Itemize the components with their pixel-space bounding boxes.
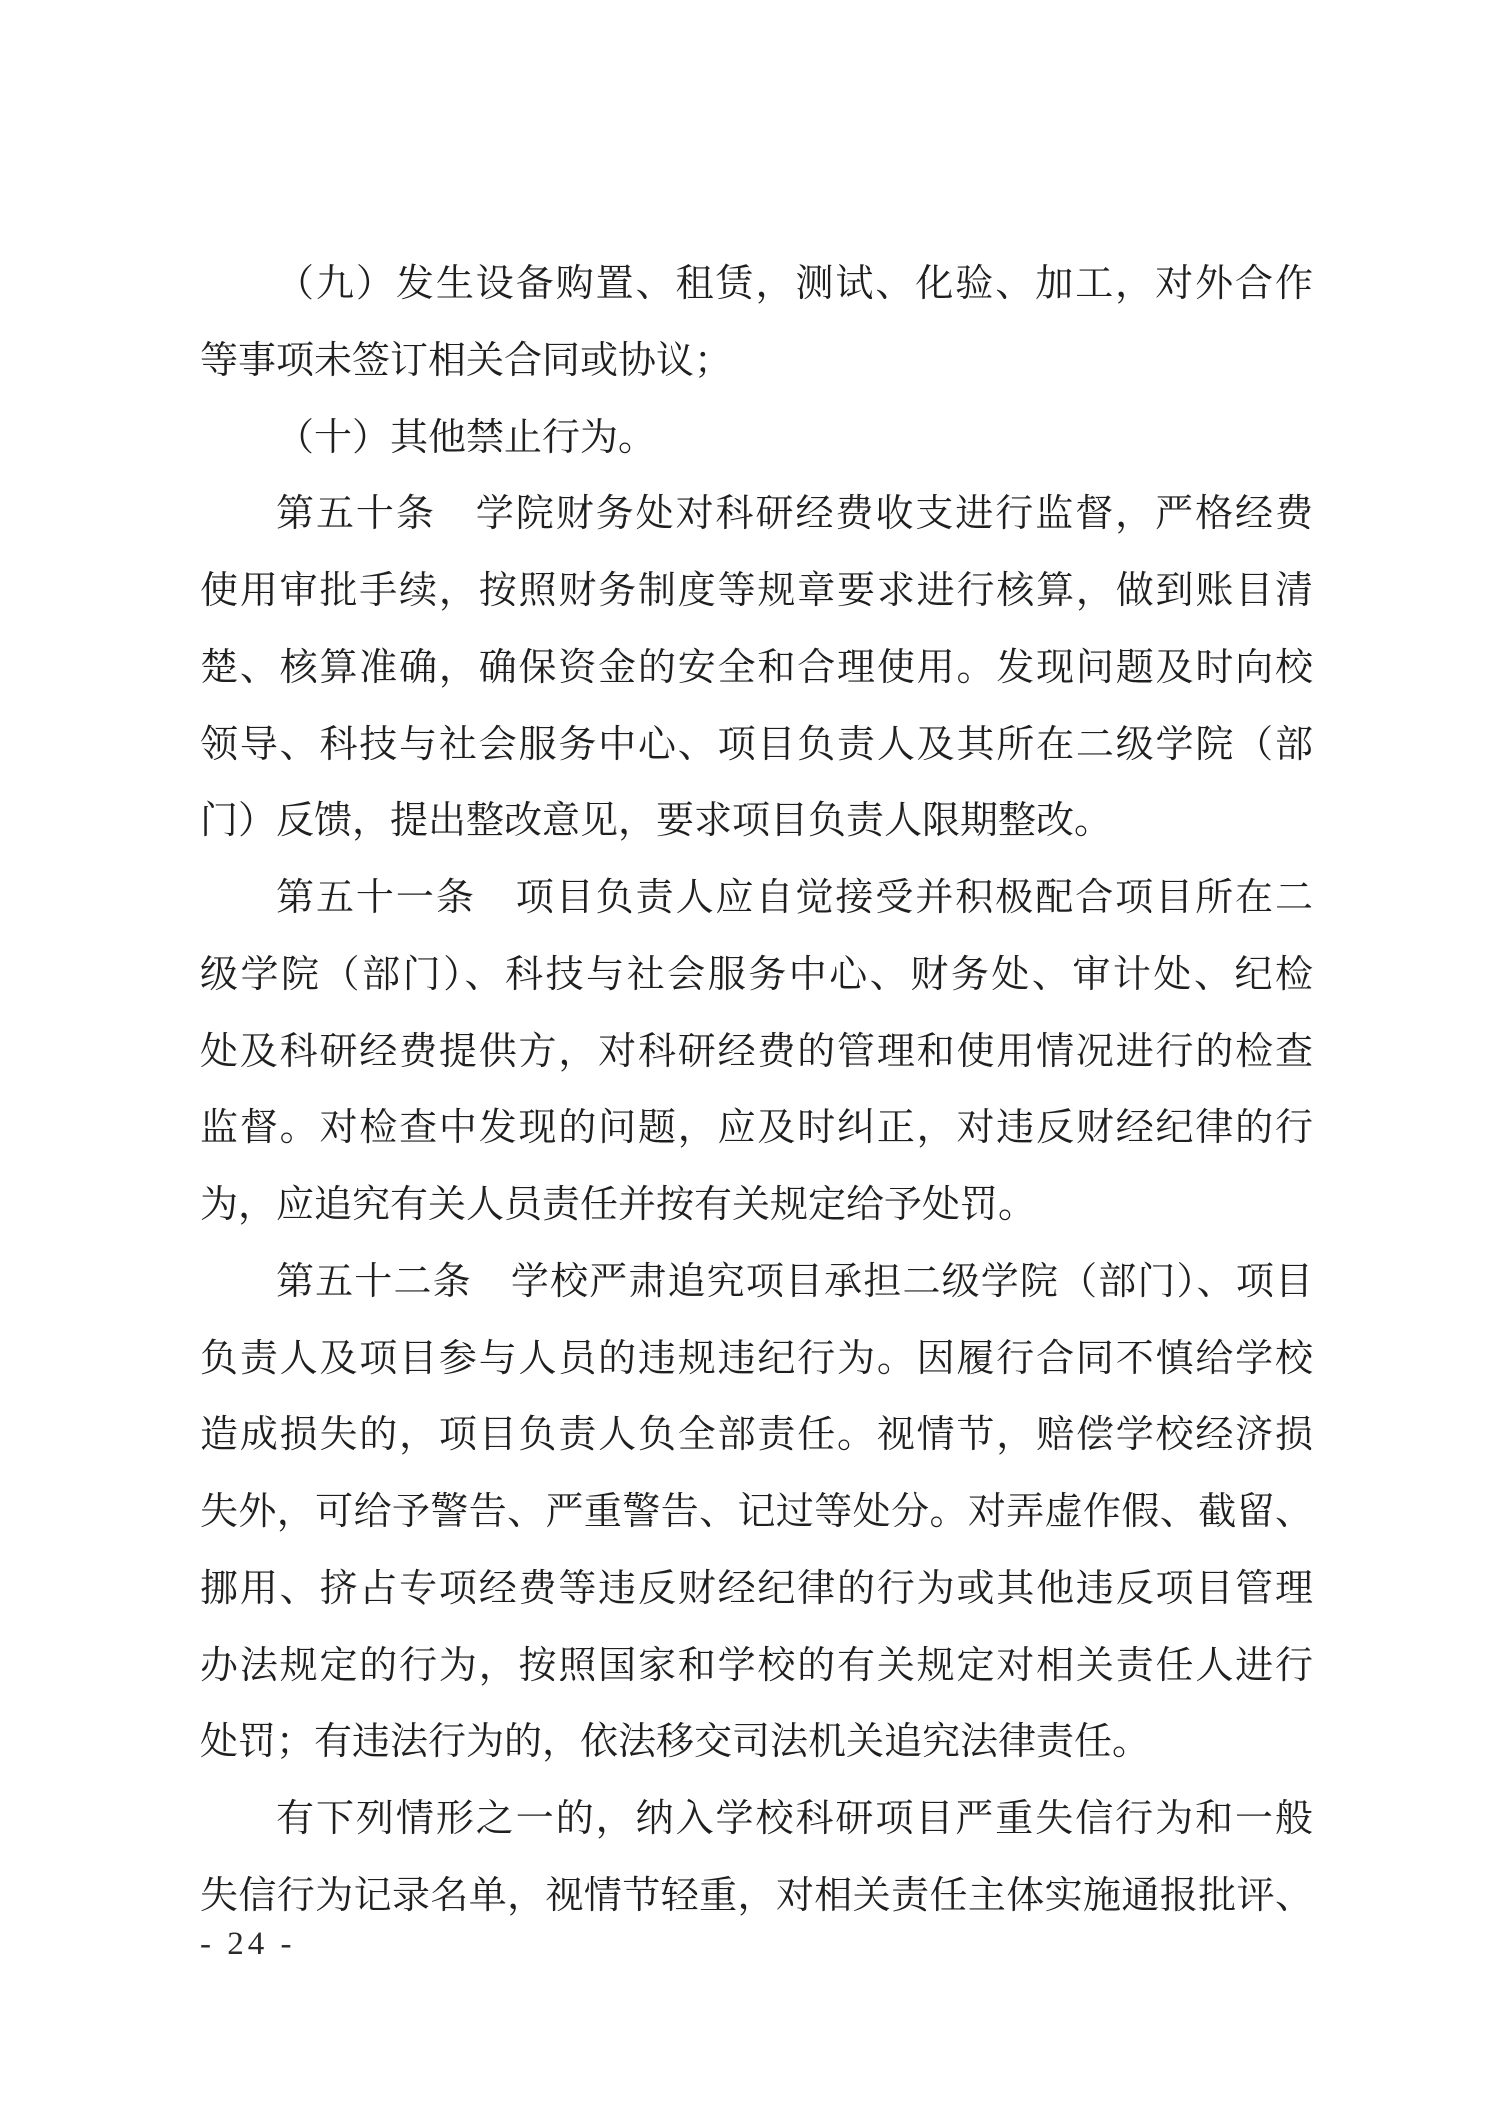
text-line: 挪用、挤占专项经费等违反财经纪律的行为或其他违反项目管理	[200, 1567, 1313, 1610]
text-line: 第五十一条 项目负责人应自觉接受并积极配合项目所在二	[276, 877, 1313, 919]
text-line: 第五十二条 学校严肃追究项目承担二级学院（部门）、项目	[276, 1260, 1313, 1303]
text-line: 负责人及项目参与人员的违规违纪行为。因履行合同不慎给学校	[200, 1337, 1313, 1380]
text-line: 处及科研经费提供方，对科研经费的管理和使用情况进行的检查	[200, 1030, 1313, 1073]
text-line: （十）其他禁止行为。	[276, 416, 657, 459]
text-line: 办法规定的行为，按照国家和学校的有关规定对相关责任人进行	[200, 1644, 1313, 1687]
text-line: （九）发生设备购置、租赁，测试、化验、加工，对外合作	[276, 263, 1313, 305]
text-line: 等事项未签订相关合同或协议；	[200, 339, 733, 382]
text-line: 门）反馈，提出整改意见，要求项目负责人限期整改。	[200, 800, 1113, 843]
document-body	[200, 246, 1313, 1935]
text-line: 造成损失的，项目负责人负全部责任。视情节，赔偿学校经济损	[200, 1414, 1313, 1457]
text-line: 有下列情形之一的，纳入学校科研项目严重失信行为和一般	[276, 1798, 1313, 1840]
page-number: - 24 -	[200, 1926, 296, 1962]
text-line: 处罚；有违法行为的，依法移交司法机关追究法律责任。	[200, 1721, 1151, 1764]
text-line: 失信行为记录名单，视情节轻重，对相关责任主体实施通报批评、	[200, 1874, 1313, 1917]
text-line: 领导、科技与社会服务中心、项目负责人及其所在二级学院（部	[200, 723, 1313, 766]
text-line: 失外，可给予警告、严重警告、记过等处分。对弄虚作假、截留、	[200, 1491, 1313, 1533]
text-line: 使用审批手续，按照财务制度等规章要求进行核算，做到账目清	[200, 570, 1313, 612]
text-line: 楚、核算准确，确保资金的安全和合理使用。发现问题及时向校	[200, 646, 1313, 689]
text-line: 级学院（部门）、科技与社会服务中心、财务处、审计处、纪检	[200, 953, 1313, 996]
text-line: 监督。对检查中发现的问题，应及时纠正，对违反财经纪律的行	[200, 1107, 1313, 1150]
text-line: 第五十条 学院财务处对科研经费收支进行监督，严格经费	[276, 493, 1313, 536]
text-line: 为，应追究有关人员责任并按有关规定给予处罚。	[200, 1184, 1037, 1226]
